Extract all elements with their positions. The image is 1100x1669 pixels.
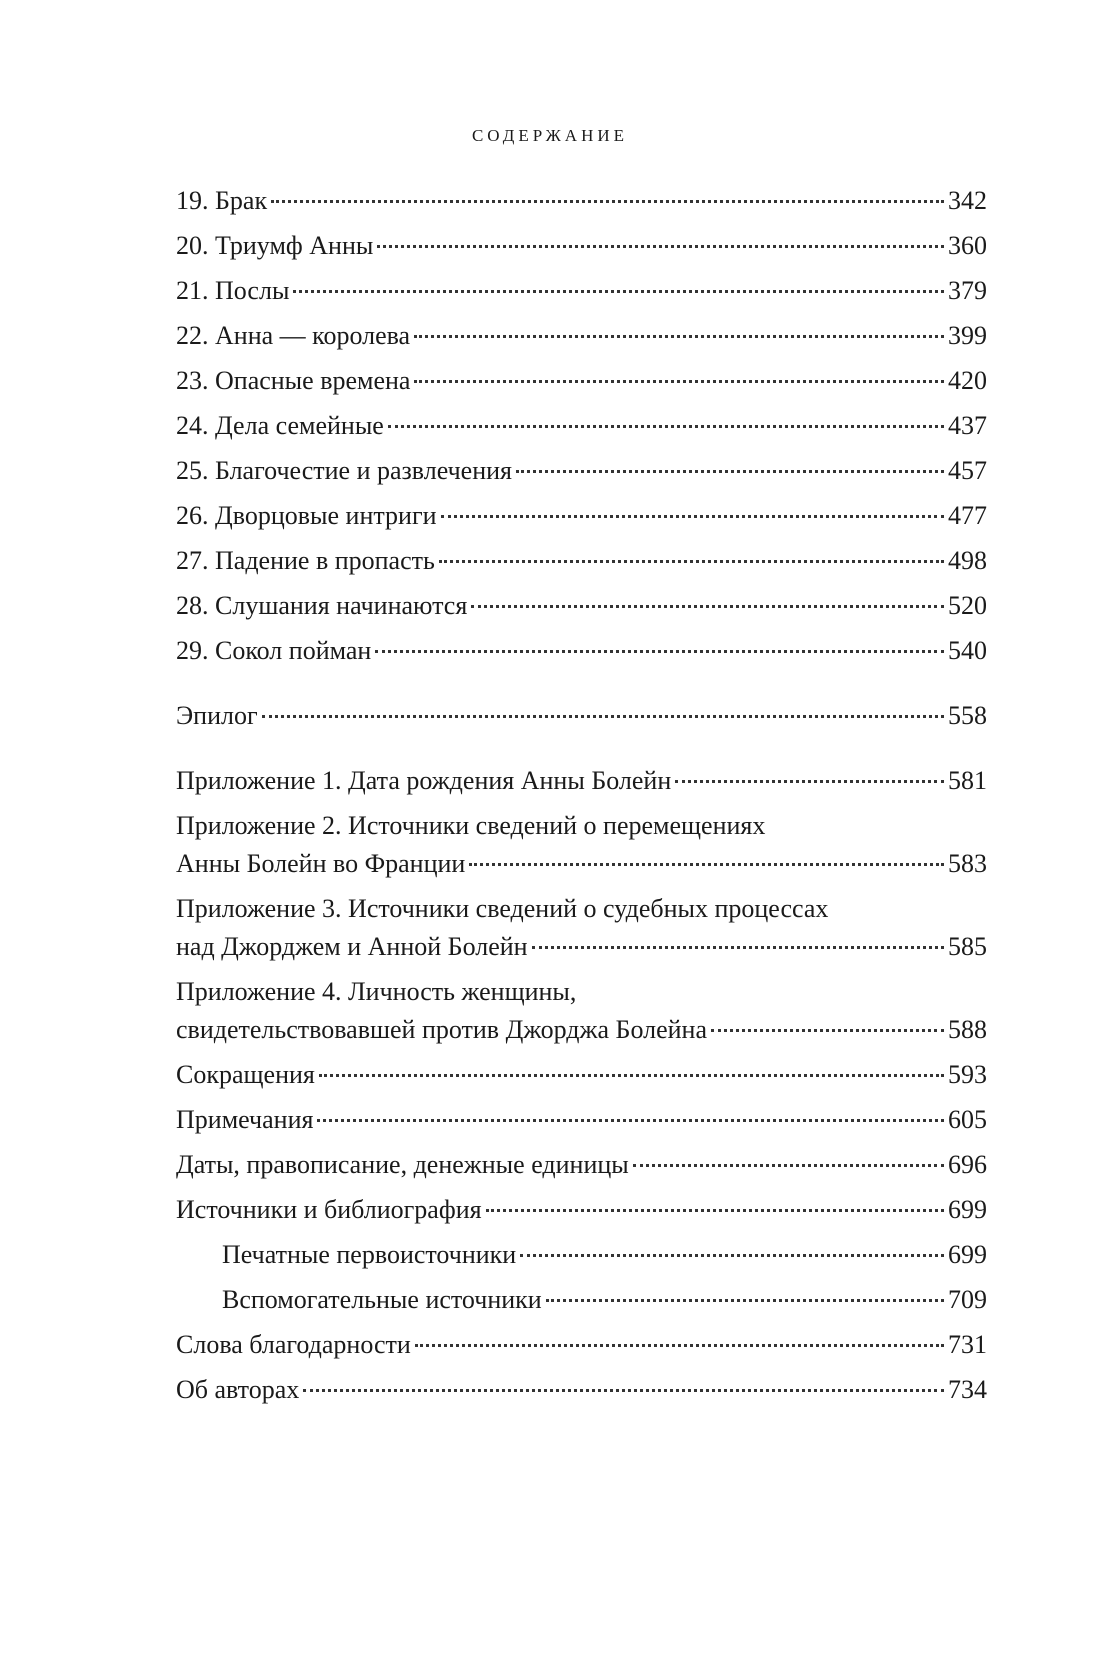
dot-leader	[375, 650, 944, 653]
toc-entry-page: 581	[948, 766, 987, 795]
toc-entry-page: 583	[948, 849, 987, 878]
dot-leader	[532, 946, 944, 949]
toc-entry	[176, 542, 987, 580]
dot-leader	[439, 560, 944, 563]
dot-leader	[471, 605, 944, 608]
dot-leader	[520, 1254, 944, 1257]
toc-entry-title-line2: Анны Болейн во Франции	[176, 849, 466, 878]
toc-entry-page: 477	[948, 501, 987, 530]
toc-entry	[176, 1326, 987, 1364]
dot-leader	[293, 290, 944, 293]
toc-entry	[176, 1101, 987, 1139]
toc-entry-page: 731	[948, 1330, 987, 1359]
toc-entry-page: 699	[948, 1195, 987, 1224]
toc-entry-page: 360	[948, 231, 987, 260]
toc-entry-page: 420	[948, 366, 987, 395]
toc-entry-page: 699	[948, 1240, 987, 1269]
toc-entry-title: Примечания	[176, 1105, 314, 1134]
toc-entry-title: 26. Дворцовые интриги	[176, 501, 437, 530]
dot-leader	[377, 245, 944, 248]
dot-leader	[486, 1209, 944, 1212]
toc-subentry	[176, 1281, 987, 1319]
toc-entry-appendix	[176, 973, 987, 1049]
toc-entry-title: 22. Анна — королева	[176, 321, 411, 350]
toc-entry-title: Печатные первоисточники	[222, 1240, 517, 1269]
toc-entry-page: 696	[948, 1150, 987, 1179]
dot-leader	[262, 715, 944, 718]
toc-entry	[176, 587, 987, 625]
toc-entry	[176, 272, 987, 310]
toc-entry-page: 605	[948, 1105, 987, 1134]
dot-leader	[516, 470, 944, 473]
toc-entry	[176, 317, 987, 355]
toc-entry-title: 21. Послы	[176, 276, 290, 305]
toc-entry-page: 342	[948, 186, 987, 215]
toc-entry-title: 27. Падение в пропасть	[176, 546, 435, 575]
toc-entry-title: 23. Опасные времена	[176, 366, 411, 395]
page-title: СОДЕРЖАНИЕ	[471, 126, 629, 145]
toc-entry-page: 399	[948, 321, 987, 350]
toc-entry	[176, 1371, 987, 1409]
section-gap	[176, 742, 987, 762]
toc-entry-title-line1: Приложение 4. Личность женщины,	[176, 977, 577, 1006]
toc-subentry	[176, 1236, 987, 1274]
dot-leader	[303, 1389, 944, 1392]
toc-entry-page: 709	[948, 1285, 987, 1314]
toc-entry-title: Об авторах	[176, 1375, 300, 1404]
toc-entry-title-line2: над Джорджем и Анной Болейн	[176, 932, 528, 961]
toc-entry-title: Сокращения	[176, 1060, 315, 1089]
toc-entry-page: 585	[948, 932, 987, 961]
dot-leader	[711, 1029, 944, 1032]
dot-leader	[633, 1164, 944, 1167]
toc-entry-title: Вспомогательные источники	[222, 1285, 542, 1314]
toc-entry-title-line1: Приложение 2. Источники сведений о перемещениях	[176, 811, 766, 840]
toc-entry	[176, 227, 987, 265]
toc-entry-appendix	[176, 807, 987, 883]
dot-leader	[271, 200, 944, 203]
toc-entry-title: Источники и библиография	[176, 1195, 482, 1224]
toc-entry-title: 28. Слушания начинаются	[176, 591, 468, 620]
toc-entry	[176, 362, 987, 400]
dot-leader	[469, 863, 944, 866]
toc-entry-page: 379	[948, 276, 987, 305]
toc-entry	[176, 1056, 987, 1094]
toc-entry	[176, 452, 987, 490]
toc-entry-title: 20. Триумф Анны	[176, 231, 374, 260]
dot-leader	[415, 1344, 944, 1347]
table-of-contents	[176, 182, 987, 1416]
toc-entry-page: 558	[948, 701, 987, 730]
toc-entry-title: 29. Сокол пойман	[176, 636, 372, 665]
toc-entry	[176, 632, 987, 670]
toc-entry-page: 540	[948, 636, 987, 665]
dot-leader	[388, 425, 944, 428]
toc-entry-title: 24. Дела семейные	[176, 411, 384, 440]
toc-entry-appendix	[176, 890, 987, 966]
toc-entry	[176, 182, 987, 220]
toc-entry	[176, 407, 987, 445]
dot-leader	[546, 1299, 944, 1302]
dot-leader	[675, 780, 944, 783]
toc-entry-page: 734	[948, 1375, 987, 1404]
toc-entry-title: Эпилог	[176, 701, 258, 730]
toc-entry-page: 588	[948, 1015, 987, 1044]
dot-leader	[317, 1119, 944, 1122]
toc-entry-page: 593	[948, 1060, 987, 1089]
toc-entry-page: 437	[948, 411, 987, 440]
toc-entry-page: 498	[948, 546, 987, 575]
toc-entry-title: Приложение 1. Дата рождения Анны Болейн	[176, 766, 672, 795]
toc-entry	[176, 1191, 987, 1229]
toc-entry-title: 25. Благочестие и развлечения	[176, 456, 512, 485]
dot-leader	[319, 1074, 944, 1077]
toc-entry-title-line2: свидетельствовавшей против Джорджа Болейна	[176, 1015, 707, 1044]
dot-leader	[414, 380, 944, 383]
section-gap	[176, 677, 987, 697]
toc-entry-title: Даты, правописание, денежные единицы	[176, 1150, 629, 1179]
toc-entry-title-line1: Приложение 3. Источники сведений о судебных процессах	[176, 894, 829, 923]
toc-entry-title: 19. Брак	[176, 186, 268, 215]
toc-entry	[176, 1146, 987, 1184]
toc-entry-page: 457	[948, 456, 987, 485]
toc-entry-title: Слова благодарности	[176, 1330, 411, 1359]
dot-leader	[414, 335, 944, 338]
toc-entry-epilogue	[176, 697, 987, 735]
toc-entry	[176, 497, 987, 535]
toc-entry-page: 520	[948, 591, 987, 620]
dot-leader	[441, 515, 944, 518]
toc-entry-appendix	[176, 762, 987, 800]
